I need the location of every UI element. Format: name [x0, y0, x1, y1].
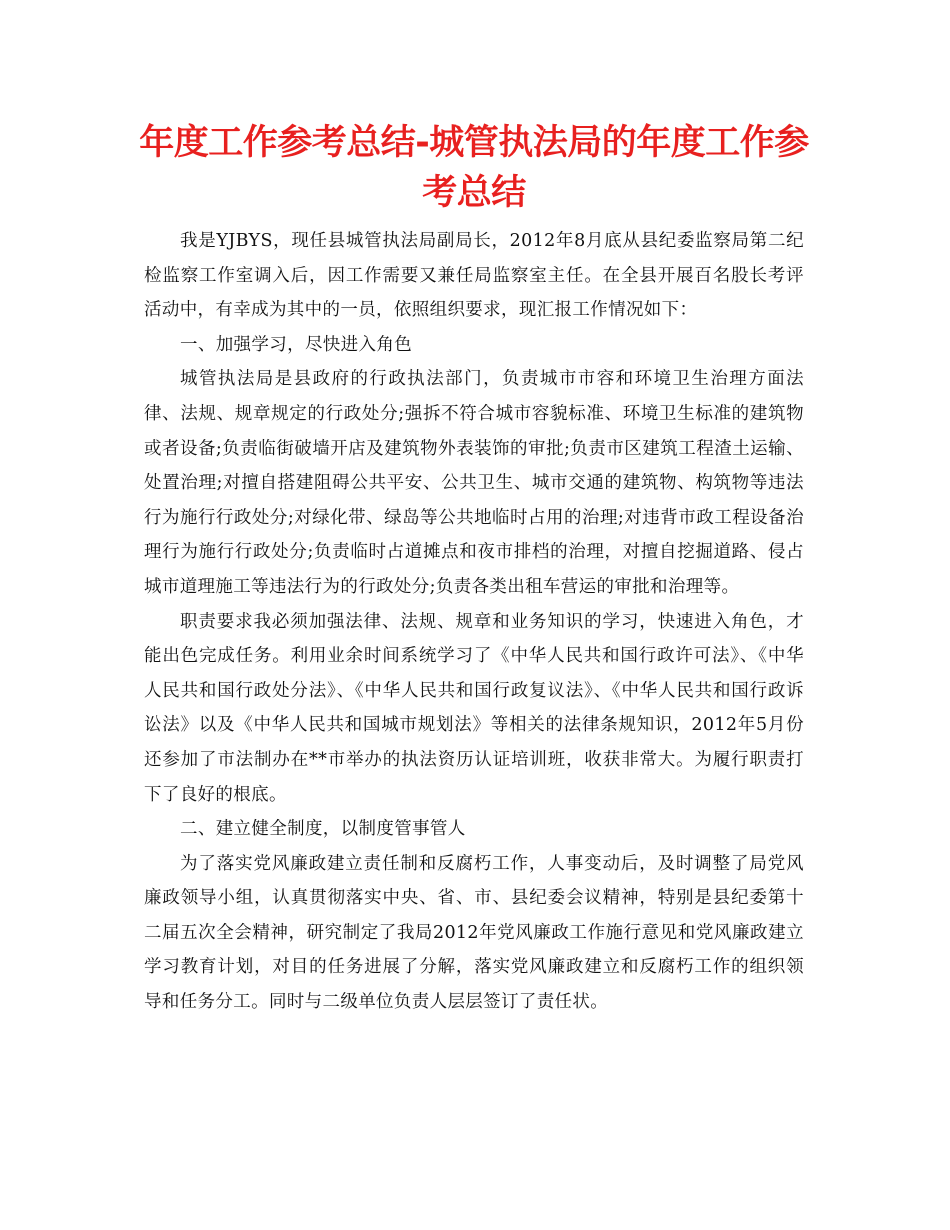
section-heading-1: 一、加强学习，尽快进入角色 — [180, 334, 413, 355]
paragraph-intro: 我是YJBYS，现任县城管执法局副局长，2012年8月底从县纪委监察局第二纪检监察工作室调入后，因工作需要又兼任局监察室主任。在全县开展百名股长考评活动中，有幸成为其中的一员，依照组织要求，现汇报工作情况如下： — [144, 231, 804, 321]
document-content — [139, 118, 809, 1020]
paragraph-study: 职责要求我必须加强法律、法规、规章和业务知识的学习，快速进入角色，才能出色完成任务。利用业余时间系统学习了《中华人民共和国行政许可法》、《中华人民共和国行政处分法》、《中华人民共和国行政复议法》、《中华人民共和国行政诉讼法》以及《中华人民共和国城市规划法》等相关的法律条规知识，2012年5月份还参加了市法制办在**市举办的执法资历认证培训班，收获非常大。为履行职责打下了良好的根底。 — [144, 611, 804, 805]
section-heading-2: 二、建立健全制度，以制度管事管人 — [180, 819, 466, 840]
paragraph-duties: 城管执法局是县政府的行政执法部门，负责城市市容和环境卫生治理方面法律、法规、规章规定的行政处分;强拆不符合城市容貌标准、环境卫生标准的建筑物或者设备;负责临街破墙开店及建筑物外表装饰的审批;负责市区建筑工程渣土运输、处置治理;对擅自搭建阻碍公共平安、公共卫生、城市交通的建筑物、构筑物等违法行为施行行政处分;对绿化带、绿岛等公共地临时占用的治理;对违背市政工程设备治理行为施行行政处分;负责临时占道摊点和夜市排档的治理，对擅自挖掘道路、侵占城市道理施工等违法行为的行政处分;负责各类出租车营运的审批和治理等。 — [144, 369, 804, 597]
document-body — [144, 224, 804, 1020]
paragraph-system: 为了落实党风廉政建立责任制和反腐朽工作，人事变动后，及时调整了局党风廉政领导小组，认真贯彻落实中央、省、市、县纪委会议精神，特别是县纪委第十二届五次全会精神，研究制定了我局2012年党风廉政工作施行意见和党风廉政建立学习教育计划，对目的任务进展了分解，落实党风廉政建立和反腐朽工作的组织领导和任务分工。同时与二级单位负责人层层签订了责任状。 — [144, 853, 804, 1013]
document-title: 年度工作参考总结-城管执法局的年度工作参考总结 — [139, 123, 809, 213]
